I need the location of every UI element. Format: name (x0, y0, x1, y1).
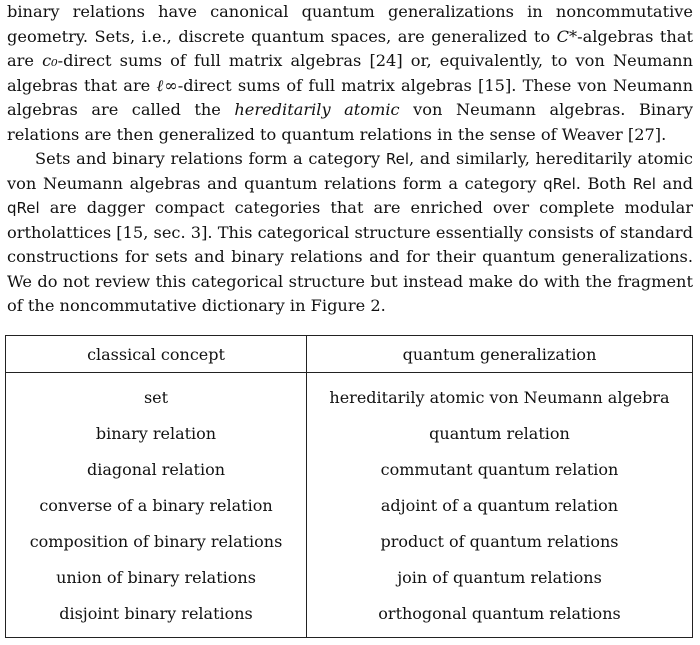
paragraph-1-text-a: binary relations have canonical quantum generalizations in noncommutative geometry. Sets, i.e., discrete quantum spaces, are generalized to (7, 2, 693, 46)
quantum-cell: commutant quantum relation (380, 459, 619, 479)
header-quantum-generalization: quantum generalization (307, 336, 693, 373)
quantum-cell: hereditarily atomic von Neumann algebra (329, 387, 670, 407)
paragraph-1 (7, 0, 693, 147)
paragraph-1-text-e: von Neumann algebras. Binary relations are then generalized to quantum relations in the sense of Weaver [27]. (7, 100, 693, 144)
quantum-cell: adjoint of a quantum relation (380, 495, 619, 515)
classical-cell: composition of binary relations (6, 523, 307, 559)
table-row (6, 559, 693, 595)
qrel-category: qRel (543, 174, 576, 193)
paragraph-2-text-a: Sets and binary relations form a category (35, 149, 386, 168)
paragraph-1-text-d: -direct sums of full matrix algebras [15]. These von Neumann algebras are called the (7, 75, 693, 119)
quantum-cell: orthogonal quantum relations (378, 603, 621, 623)
paragraph-2-text-d: and (655, 173, 693, 193)
table-row (6, 523, 693, 559)
linf-symbol: ℓ∞ (156, 75, 178, 95)
header-classical-concept: classical concept (6, 336, 307, 373)
qrel-category-2: qRel (7, 199, 40, 217)
table-row (6, 487, 693, 523)
quantum-cell: product of quantum relations (380, 531, 619, 551)
paragraph-1-text-b: -algebras that are (7, 26, 693, 70)
table-row (6, 595, 693, 638)
classical-cell: set (6, 373, 307, 416)
paragraph-2-text-e: are dagger compact categories that are enriched over complete modular ortholattices [15, sec. 3]. This categorical structure essentially consists of standard constructions for sets and binary relations and for their quantum generalizations. We do not review this categorical structure but instead make do with the fragment of the noncommutative dictionary in Figure 2. (7, 198, 693, 315)
paper-body (7, 0, 693, 319)
classical-cell: disjoint binary relations (6, 595, 307, 638)
paragraph-2 (7, 147, 693, 319)
paragraph-2-text-b: , and similarly, hereditarily atomic von Neumann algebras and quantum relations form a category (7, 149, 693, 193)
table-row (6, 451, 693, 487)
hereditarily-atomic-term: hereditarily atomic (234, 100, 400, 119)
table-row (6, 373, 693, 416)
classical-cell: union of binary relations (6, 559, 307, 595)
rel-category: Rel (385, 150, 409, 168)
classical-cell: diagonal relation (6, 451, 307, 487)
paragraph-2-text-c: . Both (575, 173, 633, 193)
classical-cell: binary relation (6, 415, 307, 451)
quantum-cell: quantum relation (429, 423, 570, 443)
cstar-symbol: C* (556, 26, 578, 46)
table-header-row (6, 336, 693, 373)
c0-symbol: c₀ (42, 51, 58, 70)
paragraph-1-text-c: -direct sums of full matrix algebras [24] or, equivalently, to von Neumann algebras that are (7, 51, 693, 95)
table-row (6, 415, 693, 451)
classical-cell: converse of a binary relation (6, 487, 307, 523)
rel-category-2: Rel (632, 174, 656, 193)
quantum-cell: join of quantum relations (397, 567, 602, 587)
noncommutative-dictionary-table (5, 335, 693, 638)
